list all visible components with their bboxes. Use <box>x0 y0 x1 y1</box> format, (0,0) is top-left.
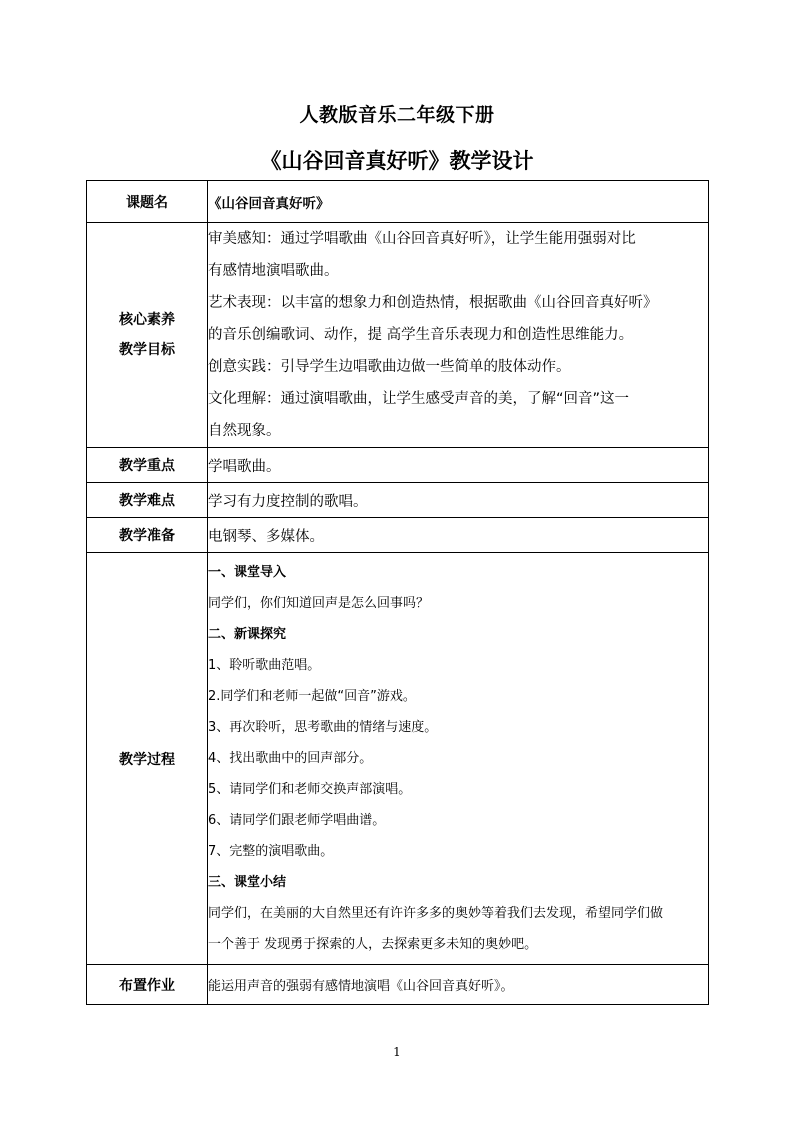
doc-title-line2: 《山谷回音真好听》教学设计 <box>260 148 534 173</box>
goal-line: 的音乐创编歌词、动作，提 高学生音乐表现力和创造性思维能力。 <box>208 327 634 343</box>
label-key-point: 教学重点 <box>87 448 208 483</box>
process-line: 4、找出歌曲中的回声部分。 <box>208 751 373 766</box>
process-section-heading: 一、课堂导入 <box>208 565 287 580</box>
process-line: 1、聆听歌曲范唱。 <box>208 658 321 673</box>
value-key-point: 学唱歌曲。 <box>208 448 709 483</box>
value-topic: 《山谷回音真好听》 <box>208 181 709 223</box>
label-process: 教学过程 <box>87 553 208 965</box>
label-preparation: 教学准备 <box>87 518 208 553</box>
goal-line: 有感情地演唱歌曲。 <box>208 263 339 279</box>
process-section-heading: 二、新课探究 <box>208 627 287 642</box>
process-line: 6、请同学们跟老师学唱曲谱。 <box>208 813 386 828</box>
table-row-preparation <box>87 518 709 553</box>
value-goals <box>208 223 709 448</box>
process-line: 7、完整的演唱歌曲。 <box>208 844 334 859</box>
process-line: 5、请同学们和老师交换声部演唱。 <box>208 782 412 797</box>
label-difficulty: 教学难点 <box>87 483 208 518</box>
process-line: 2.同学们和老师一起做“回音”游戏。 <box>208 689 416 704</box>
label-goals-line: 核心素养 <box>119 312 175 328</box>
page-number: 1 <box>393 1045 401 1059</box>
doc-title-line1: 人教版音乐二年级下册 <box>299 104 495 126</box>
label-topic: 课题名 <box>87 181 208 223</box>
process-line: 一个善于 发现勇于探索的人，去探索更多未知的奥妙吧。 <box>208 937 538 952</box>
label-homework: 布置作业 <box>87 965 208 1005</box>
table-row-difficulty <box>87 483 709 518</box>
table-row-topic <box>87 181 709 223</box>
goal-line: 审美感知：通过学唱歌曲《山谷回音真好听》，让学生能用强弱对比 <box>208 231 636 247</box>
process-section-heading: 三、课堂小结 <box>208 875 287 890</box>
table-row-key-point <box>87 448 709 483</box>
goal-line: 文化理解：通过演唱歌曲，让学生感受声音的美，了解“回音”这一 <box>208 391 630 407</box>
process-line: 3、再次聆听，思考歌曲的情绪与速度。 <box>208 720 438 735</box>
table-row-goals <box>87 223 709 448</box>
process-line: 同学们，在美丽的大自然里还有许许多多的奥妙等着我们去发现，希望同学们做 <box>208 906 664 921</box>
label-goals <box>87 223 208 448</box>
lesson-plan-table <box>86 180 709 1005</box>
value-preparation: 电钢琴、多媒体。 <box>208 518 709 553</box>
goal-line: 自然现象。 <box>208 423 281 439</box>
label-goals-line: 教学目标 <box>119 342 175 358</box>
goal-line: 艺术表现：以丰富的想象力和创造热情，根据歌曲《山谷回音真好听》 <box>208 295 658 311</box>
value-homework: 能运用声音的强弱有感情地演唱《山谷回音真好听》。 <box>208 965 709 1005</box>
table-row-homework <box>87 965 709 1005</box>
process-line: 同学们，你们知道回声是怎么回事吗？ <box>208 596 430 611</box>
table-row-process <box>87 553 709 965</box>
value-difficulty: 学习有力度控制的歌唱。 <box>208 483 709 518</box>
value-process <box>208 553 709 965</box>
goal-line: 创意实践：引导学生边唱歌曲边做一些简单的肢体动作。 <box>208 359 571 375</box>
